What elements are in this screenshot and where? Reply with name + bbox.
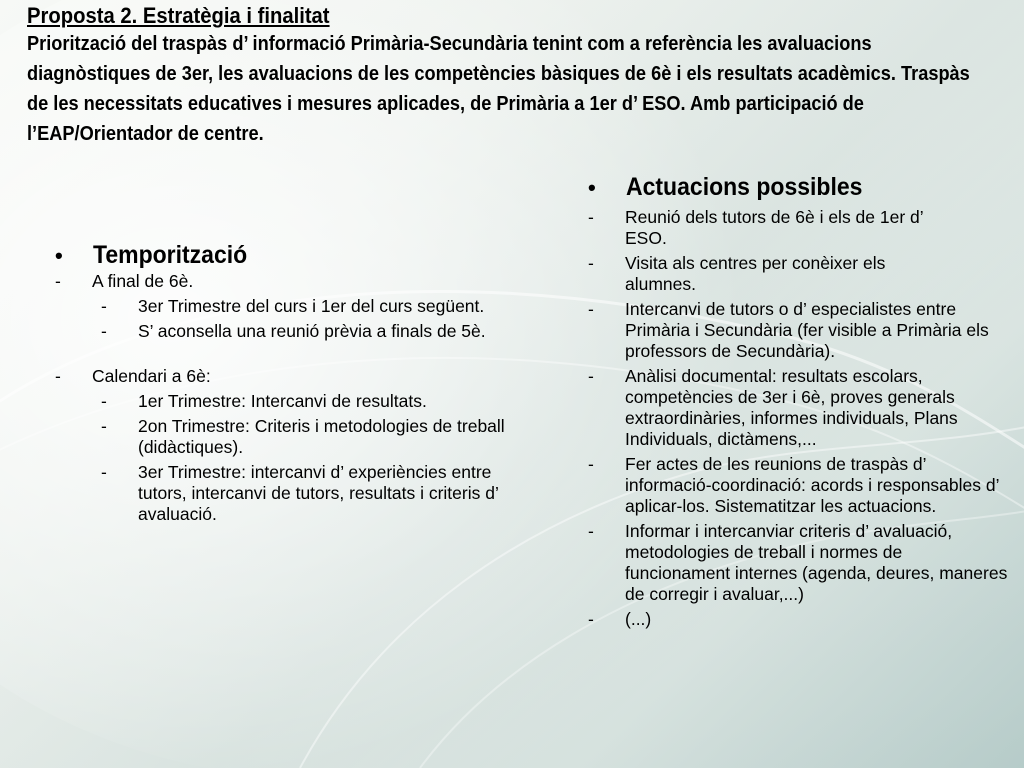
list-subitem-text: 3er Trimestre: intercanvi d’ experiències entre tutors, intercanvi de tutors, resultats i criteris d’ avaluació. <box>138 462 499 524</box>
list-item <box>55 366 515 387</box>
list-subitem <box>101 321 515 342</box>
bullet-icon: • <box>588 175 596 200</box>
list-subitem-text: S’ aconsella una reunió prèvia a finals de 5è. <box>138 321 486 341</box>
dash-icon: - <box>55 366 61 386</box>
temporitzacio-section <box>55 240 515 525</box>
dash-icon: - <box>588 609 594 629</box>
dash-icon: - <box>101 321 107 341</box>
bullet-icon: • <box>55 243 63 268</box>
list-item-text: Anàlisi documental: resultats escolars, competències de 3er i 6è, proves generals extraordinàries, informes individuals, Plans Individuals, dictàmens,... <box>625 366 958 449</box>
slide-title-block <box>27 2 1002 149</box>
list-item <box>588 609 1008 630</box>
dash-icon: - <box>101 416 107 436</box>
dash-icon: - <box>588 521 594 541</box>
list-subitem <box>101 296 515 317</box>
actuacions-heading <box>588 172 1008 203</box>
list-subitem <box>101 462 515 525</box>
temporitzacio-heading <box>55 240 515 271</box>
dash-icon: - <box>101 462 107 482</box>
temporitzacio-heading-text: Temporització <box>93 241 248 269</box>
dash-icon: - <box>588 299 594 319</box>
actuacions-section <box>588 172 1008 630</box>
list-item-text: Reunió dels tutors de 6è i els de 1er d’ ESO. <box>625 207 924 248</box>
slide-subtitle: Priorització del traspàs d’ informació Primària-Secundària tenint com a referència les avaluacions diagnòstiques de 3er, les avaluacions de les competències bàsiques de 6è i els resultats acadèmics. Traspàs de les necessitats educatives i mesures aplicades, de Primària a 1er d’ ESO. Amb participació de l’EAP/Orientador de centre. <box>27 33 970 145</box>
list-item-text: Fer actes de les reunions de traspàs d’ informació-coordinació: acords i responsables d’ aplicar-los. Sistematitzar les actuacions. <box>625 454 999 516</box>
list-subitem-text: 1er Trimestre: Intercanvi de resultats. <box>138 391 427 411</box>
dash-icon: - <box>588 454 594 474</box>
list-item <box>588 207 1008 249</box>
list-item-text: (...) <box>625 609 652 629</box>
dash-icon: - <box>588 207 594 227</box>
list-subitem <box>101 416 515 458</box>
list-item <box>588 521 1008 605</box>
list-item-text: Calendari a 6è: <box>92 366 211 386</box>
list-item <box>55 271 515 292</box>
list-subitem-text: 2on Trimestre: Criteris i metodologies de treball (didàctiques). <box>138 416 505 457</box>
list-item <box>588 366 1008 450</box>
list-item-text: Intercanvi de tutors o d’ especialistes entre Primària i Secundària (fer visible a Primària els professors de Secundària). <box>625 299 989 361</box>
list-item <box>588 253 1008 295</box>
list-subitem-text: 3er Trimestre del curs i 1er del curs següent. <box>138 296 485 316</box>
slide-title: Proposta 2. Estratègia i finalitat <box>27 3 330 28</box>
list-item-text: Informar i intercanviar criteris d’ avaluació, metodologies de treball i normes de funcionament internes (agenda, deures, maneres de corregir i avaluar,...) <box>625 521 1008 604</box>
dash-icon: - <box>101 391 107 411</box>
dash-icon: - <box>101 296 107 316</box>
actuacions-heading-text: Actuacions possibles <box>626 173 863 201</box>
dash-icon: - <box>55 271 61 291</box>
dash-icon: - <box>588 366 594 386</box>
dash-icon: - <box>588 253 594 273</box>
list-item-text: Visita als centres per conèixer els alumnes. <box>625 253 886 294</box>
list-item <box>588 299 1008 362</box>
list-item <box>588 454 1008 517</box>
list-item-text: A final de 6è. <box>92 271 194 291</box>
list-subitem <box>101 391 515 412</box>
